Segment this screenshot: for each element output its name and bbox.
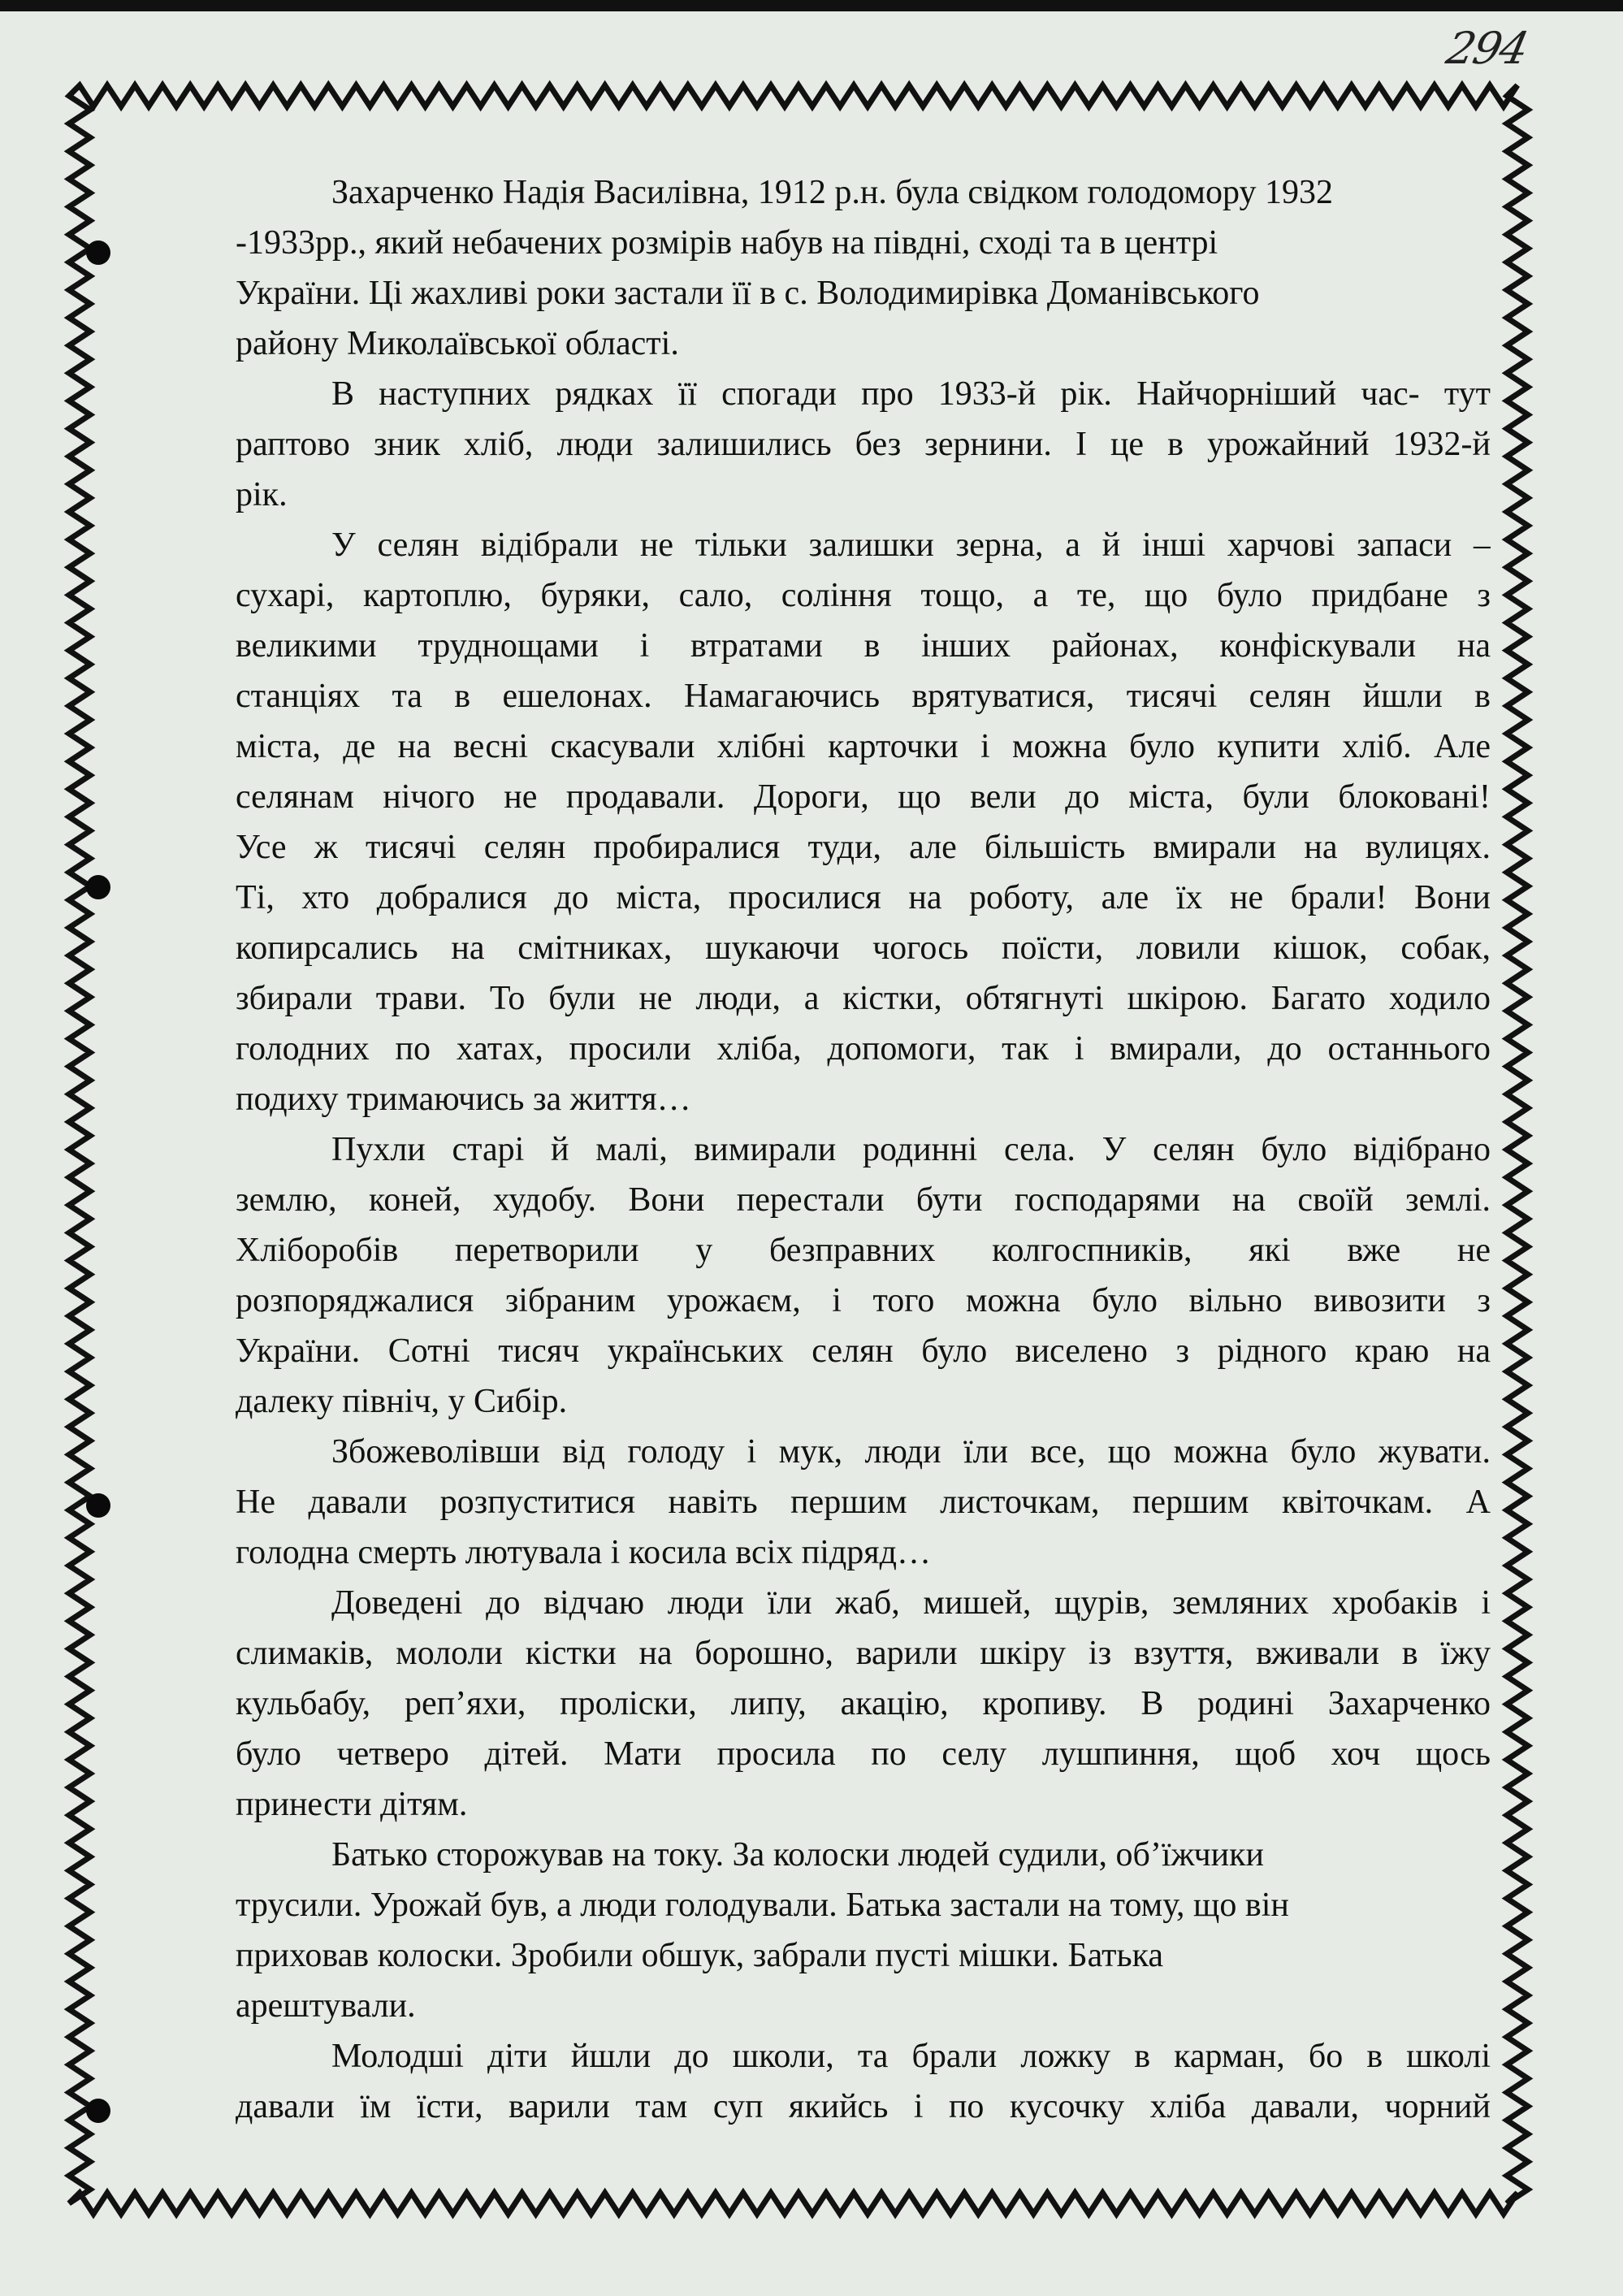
punch-hole — [86, 1493, 110, 1518]
text-line: Доведені до відчаю люди їли жаб, мишей, щурів, земляних хробаків і — [331, 1584, 1491, 1622]
text-line: Збожеволівши від голоду і мук, люди їли все, що можна було жувати. — [331, 1433, 1491, 1471]
text-line: міста, де на весні скасували хлібні карточки і можна було купити хліб. Але — [236, 728, 1491, 765]
text-line: рік. — [236, 476, 288, 513]
punch-hole — [86, 875, 110, 899]
text-line: арештували. — [236, 1987, 416, 2025]
text-line: У селян відібрали не тільки залишки зерна, а й інші харчові запаси – — [331, 526, 1491, 564]
text-line: кульбабу, реп’яхи, проліски, липу, акацію, кропиву. В родині Захарченко — [236, 1685, 1491, 1722]
text-line: Захарченко Надія Василівна, 1912 р.н. була свідком голодомору 1932 — [331, 174, 1333, 211]
text-line: голодних по хатах, просили хліба, допомоги, так і вмирали, до останнього — [236, 1030, 1491, 1068]
text-line: розпоряджалися зібраним урожаєм, і того можна було вільно вивозити з — [236, 1282, 1491, 1319]
text-line: станціях та в ешелонах. Намагаючись врятуватися, тисячі селян йшли в — [236, 678, 1491, 715]
text-line: голодна смерть лютувала і косила всіх підряд… — [236, 1534, 931, 1571]
text-line: раптово зник хліб, люди залишились без зернини. І це в урожайний 1932-й — [236, 426, 1491, 463]
punch-hole — [86, 2099, 110, 2123]
text-line: копирсались на смітниках, шукаючи чогось поїсти, ловили кішок, собак, — [236, 929, 1491, 967]
text-line: Пухли старі й малі, вимирали родинні села. У селян було відібрано — [331, 1131, 1491, 1168]
text-line: Усе ж тисячі селян пробиралися туди, але більшість вмирали на вулицях. — [236, 829, 1491, 866]
text-line: землю, коней, худобу. Вони перестали бути господарями на своїй землі. — [236, 1181, 1491, 1219]
page-number: 294 — [1442, 23, 1532, 74]
text-line: трусили. Урожай був, а люди голодували. Батька застали на тому, що він — [236, 1887, 1289, 1924]
text-line: України. Ці жахливі роки застали її в с. Володимирівка Доманівського — [236, 275, 1260, 312]
text-line: великими труднощами і втратами в інших районах, конфіскували на — [236, 627, 1491, 665]
text-line: сухарі, картоплю, буряки, сало, соління тощо, а те, що було придбане з — [236, 577, 1491, 614]
text-line: подиху тримаючись за життя… — [236, 1081, 691, 1118]
document-body — [236, 167, 1491, 2132]
text-line: Молодші діти йшли до школи, та брали ложку в карман, бо в школі — [331, 2038, 1491, 2075]
text-line: Ті, хто добралися до міста, просилися на роботу, але їх не брали! Вони — [236, 879, 1491, 916]
text-line: В наступних рядках її спогади про 1933-й рік. Найчорніший час- тут — [331, 375, 1491, 413]
text-line: -1933рр., який небачених розмірів набув на півдні, сході та в центрі — [236, 224, 1218, 262]
text-line: було четверо дітей. Мати просила по селу лушпиння, щоб хоч щось — [236, 1735, 1491, 1773]
text-line: слимаків, мололи кістки на борошно, варили шкіру із взуття, вживали в їжу — [236, 1635, 1491, 1672]
text-line: далеку північ, у Сибір. — [236, 1383, 568, 1420]
text-line: Не давали розпуститися навіть першим листочкам, першим квіточкам. А — [236, 1484, 1491, 1521]
text-line: України. Сотні тисяч українських селян було виселено з рідного краю на — [236, 1332, 1491, 1370]
text-line: принести дітям. — [236, 1786, 468, 1823]
text-line: давали їм їсти, варили там суп якийсь і по кусочку хліба давали, чорний — [236, 2088, 1491, 2125]
text-line: селянам нічого не продавали. Дороги, що вели до міста, були блоковані! — [236, 778, 1491, 816]
text-line: приховав колоски. Зробили обшук, забрали пусті мішки. Батька — [236, 1937, 1164, 1974]
punch-hole — [86, 240, 110, 265]
text-line: Батько сторожував на току. За колоски людей судили, об’їжчики — [331, 1836, 1264, 1874]
text-line: району Миколаївської області. — [236, 325, 679, 362]
text-line: Хліборобів перетворили у безправних колгоспників, які вже не — [236, 1232, 1491, 1269]
text-line: збирали трави. То були не люди, а кістки, обтягнуті шкірою. Багато ходило — [236, 980, 1491, 1017]
